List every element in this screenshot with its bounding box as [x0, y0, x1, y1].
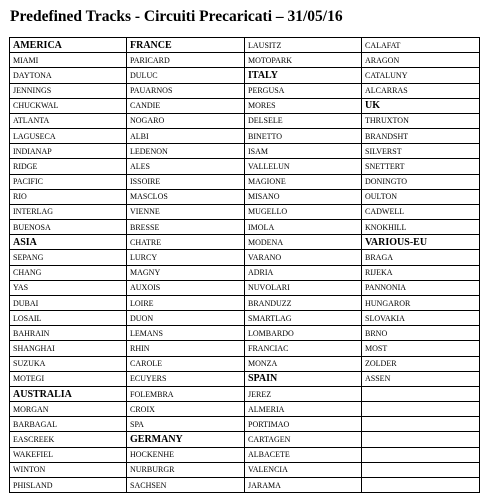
table-row [10, 311, 480, 326]
track-cell: INTERLAG [10, 204, 127, 219]
track-cell: LEDENON [127, 144, 245, 159]
table-row [10, 477, 480, 492]
region-header-cell: UK [362, 98, 480, 113]
table-row [10, 250, 480, 265]
table-row [10, 417, 480, 432]
track-cell: SMARTLAG [245, 311, 362, 326]
track-cell: CHANG [10, 265, 127, 280]
table-row [10, 402, 480, 417]
track-cell: ADRIA [245, 265, 362, 280]
track-cell: SEPANG [10, 250, 127, 265]
track-cell: MOTOPARK [245, 53, 362, 68]
track-cell: DELSELE [245, 113, 362, 128]
track-cell: WINTON [10, 462, 127, 477]
track-cell: ALBACETE [245, 447, 362, 462]
track-cell: SHANGHAI [10, 341, 127, 356]
track-cell: BRNO [362, 326, 480, 341]
track-cell: BRESSE [127, 220, 245, 235]
track-cell: LOSAIL [10, 311, 127, 326]
table-row [10, 265, 480, 280]
track-cell: MASCLOS [127, 189, 245, 204]
track-cell: DAYTONA [10, 68, 127, 83]
track-cell: SNETTERT [362, 159, 480, 174]
track-cell: LURCY [127, 250, 245, 265]
track-cell: RIJEKA [362, 265, 480, 280]
track-cell: SUZUKA [10, 356, 127, 371]
track-cell: INDIANAP [10, 144, 127, 159]
track-cell: LOIRE [127, 295, 245, 310]
table-row [10, 235, 480, 250]
track-cell: MIAMI [10, 53, 127, 68]
track-cell: CAROLE [127, 356, 245, 371]
track-cell: HUNGAROR [362, 295, 480, 310]
table-row [10, 386, 480, 401]
track-cell: SPA [127, 417, 245, 432]
track-cell: PAUARNOS [127, 83, 245, 98]
track-cell: CALAFAT [362, 38, 480, 53]
track-cell: PANNONIA [362, 280, 480, 295]
track-cell: BINETTO [245, 129, 362, 144]
table-row [10, 295, 480, 310]
track-cell: EASCREEK [10, 432, 127, 447]
track-cell: JENNINGS [10, 83, 127, 98]
track-cell: LAGUSECA [10, 129, 127, 144]
track-cell: LOMBARDO [245, 326, 362, 341]
track-cell: SLOVAKIA [362, 311, 480, 326]
track-cell: OULTON [362, 189, 480, 204]
track-cell: MORGAN [10, 402, 127, 417]
track-cell: CROIX [127, 402, 245, 417]
empty-cell [362, 477, 480, 492]
table-row [10, 326, 480, 341]
track-cell: DULUC [127, 68, 245, 83]
region-header-cell: AUSTRALIA [10, 386, 127, 401]
empty-cell [362, 462, 480, 477]
region-header-cell: VARIOUS-EU [362, 235, 480, 250]
track-cell: MOST [362, 341, 480, 356]
track-cell: YAS [10, 280, 127, 295]
table-row [10, 356, 480, 371]
tracks-table [9, 37, 480, 493]
track-cell: ISAM [245, 144, 362, 159]
track-cell: IMOLA [245, 220, 362, 235]
track-cell: JARAMA [245, 477, 362, 492]
track-cell: NURBURGR [127, 462, 245, 477]
table-row [10, 220, 480, 235]
empty-cell [362, 417, 480, 432]
track-cell: ECUYERS [127, 371, 245, 386]
track-cell: MOTEGI [10, 371, 127, 386]
track-cell: PACIFIC [10, 174, 127, 189]
track-cell: RIDGE [10, 159, 127, 174]
table-row [10, 38, 480, 53]
track-cell: SACHSEN [127, 477, 245, 492]
table-row [10, 98, 480, 113]
table-row [10, 83, 480, 98]
table-row [10, 53, 480, 68]
track-cell: CANDIE [127, 98, 245, 113]
region-header-cell: AMERICA [10, 38, 127, 53]
track-cell: ALMERIA [245, 402, 362, 417]
track-cell: DUON [127, 311, 245, 326]
track-cell: DUBAI [10, 295, 127, 310]
track-cell: SILVERST [362, 144, 480, 159]
track-cell: MAGNY [127, 265, 245, 280]
track-cell: AUXOIS [127, 280, 245, 295]
table-row [10, 371, 480, 386]
empty-cell [362, 432, 480, 447]
track-cell: ALBI [127, 129, 245, 144]
track-cell: BRANDUZZ [245, 295, 362, 310]
table-row [10, 113, 480, 128]
table-row [10, 204, 480, 219]
region-header-cell: GERMANY [127, 432, 245, 447]
track-cell: CHATRE [127, 235, 245, 250]
region-header-cell: ITALY [245, 68, 362, 83]
track-cell: CADWELL [362, 204, 480, 219]
table-row [10, 432, 480, 447]
track-cell: PHISLAND [10, 477, 127, 492]
empty-cell [362, 386, 480, 401]
track-cell: VARANO [245, 250, 362, 265]
track-cell: LAUSITZ [245, 38, 362, 53]
track-cell: WAKEFIEL [10, 447, 127, 462]
region-header-cell: SPAIN [245, 371, 362, 386]
empty-cell [362, 447, 480, 462]
track-cell: THRUXTON [362, 113, 480, 128]
track-cell: BARBAGAL [10, 417, 127, 432]
track-cell: NUVOLARI [245, 280, 362, 295]
table-row [10, 189, 480, 204]
track-cell: BRANDSHT [362, 129, 480, 144]
track-cell: ASSEN [362, 371, 480, 386]
track-cell: JEREZ [245, 386, 362, 401]
track-cell: FOLEMBRA [127, 386, 245, 401]
track-cell: ARAGON [362, 53, 480, 68]
track-cell: BAHRAIN [10, 326, 127, 341]
track-cell: RIO [10, 189, 127, 204]
track-cell: HOCKENHE [127, 447, 245, 462]
track-cell: VALLELUN [245, 159, 362, 174]
table-row [10, 462, 480, 477]
track-cell: ZOLDER [362, 356, 480, 371]
tracks-table-body [10, 38, 480, 493]
track-cell: MISANO [245, 189, 362, 204]
table-row [10, 129, 480, 144]
track-cell: PERGUSA [245, 83, 362, 98]
track-cell: CARTAGEN [245, 432, 362, 447]
track-cell: CHUCKWAL [10, 98, 127, 113]
table-row [10, 159, 480, 174]
region-header-cell: ASIA [10, 235, 127, 250]
track-cell: ALES [127, 159, 245, 174]
table-row [10, 144, 480, 159]
track-cell: ISSOIRE [127, 174, 245, 189]
track-cell: NOGARO [127, 113, 245, 128]
table-row [10, 280, 480, 295]
track-cell: DONINGTO [362, 174, 480, 189]
track-cell: KNOKHILL [362, 220, 480, 235]
table-row [10, 341, 480, 356]
track-cell: VIENNE [127, 204, 245, 219]
track-cell: ALCARRAS [362, 83, 480, 98]
track-cell: MAGIONE [245, 174, 362, 189]
track-cell: LEMANS [127, 326, 245, 341]
table-row [10, 68, 480, 83]
table-row [10, 174, 480, 189]
track-cell: FRANCIAC [245, 341, 362, 356]
track-cell: BUENOSA [10, 220, 127, 235]
track-cell: BRAGA [362, 250, 480, 265]
region-header-cell: FRANCE [127, 38, 245, 53]
track-cell: RHIN [127, 341, 245, 356]
track-cell: VALENCIA [245, 462, 362, 477]
track-cell: MORES [245, 98, 362, 113]
track-cell: MONZA [245, 356, 362, 371]
track-cell: PARICARD [127, 53, 245, 68]
track-cell: MUGELLO [245, 204, 362, 219]
track-cell: CATALUNY [362, 68, 480, 83]
track-cell: ATLANTA [10, 113, 127, 128]
track-cell: MODENA [245, 235, 362, 250]
table-row [10, 447, 480, 462]
empty-cell [362, 402, 480, 417]
page-title: Predefined Tracks - Circuiti Precaricati – 31/05/16 [10, 8, 343, 25]
track-cell: PORTIMAO [245, 417, 362, 432]
